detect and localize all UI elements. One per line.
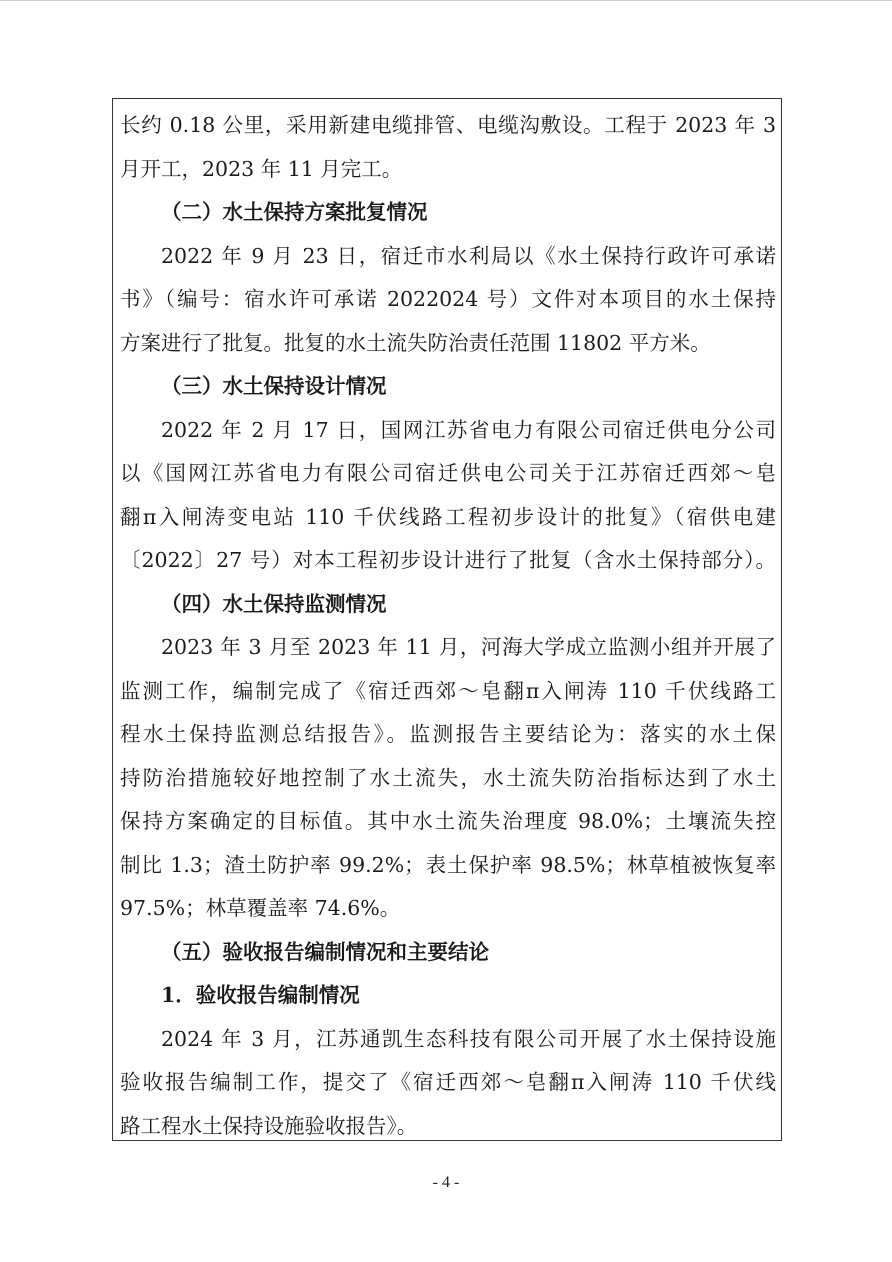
section-heading: （五）验收报告编制情况和主要结论	[161, 939, 489, 964]
paragraph-line: 以《国网江苏省电力有限公司宿迁供电公司关于江苏宿迁西郊～皂	[120, 461, 776, 485]
page-number: - 4 -	[432, 1174, 460, 1191]
document-body	[120, 104, 776, 1148]
paragraph-line: 翻π入闸涛变电站 110 千伏线路工程初步设计的批复》（宿供电建	[120, 504, 776, 529]
section-heading: （四）水土保持监测情况	[161, 591, 387, 616]
paragraph-line: 〔2022〕27 号）对本工程初步设计进行了批复（含水土保持部分）。	[120, 548, 776, 572]
paragraph-line: 2023 年 3 月至 2023 年 11 月，河海大学成立监测小组并开展了	[161, 635, 776, 659]
section-heading: （三）水土保持设计情况	[161, 374, 387, 398]
subsection-heading: 1．验收报告编制情况	[161, 983, 360, 1007]
paragraph-line: 2022 年 2 月 17 日，国网江苏省电力有限公司宿迁供电分公司	[161, 417, 776, 442]
paragraph-line: 2022 年 9 月 23 日，宿迁市水利局以《水土保持行政许可承诺	[161, 243, 776, 268]
paragraph-line: 监测工作，编制完成了《宿迁西郊～皂翻π入闸涛 110 千伏线路工	[120, 678, 776, 703]
paragraph-line: 制比 1.3；渣土防护率 99.2%；表土保护率 98.5%；林草植被恢复率	[120, 852, 776, 877]
paragraph-line: 2024 年 3 月，江苏通凯生态科技有限公司开展了水土保持设施	[161, 1026, 776, 1051]
paragraph-line: 持防治措施较好地控制了水土流失，水土流失防治指标达到了水土	[120, 765, 776, 790]
top-rule	[0, 0, 892, 1]
paragraph-line: 程水土保持监测总结报告》。监测报告主要结论为：落实的水土保	[120, 722, 776, 746]
paragraph-line: 书》（编号：宿水许可承诺 2022024 号）文件对本项目的水土保持	[120, 287, 776, 311]
paragraph-line: 路工程水土保持设施验收报告》。	[120, 1113, 418, 1138]
paragraph-line: 保持方案确定的目标值。其中水土流失治理度 98.0%；土壤流失控	[120, 809, 776, 833]
paragraph-line: 长约 0.18 公里，采用新建电缆排管、电缆沟敷设。工程于 2023 年 3	[120, 113, 776, 137]
paragraph-line: 97.5%；林草覆盖率 74.6%。	[120, 896, 401, 920]
paragraph-line: 验收报告编制工作，提交了《宿迁西郊～皂翻π入闸涛 110 千伏线	[120, 1070, 776, 1094]
paragraph-line: 方案进行了批复。批复的水土流失防治责任范围 11802 平方米。	[120, 330, 711, 355]
paragraph-line: 月开工，2023 年 11 月完工。	[120, 156, 403, 181]
section-heading: （二）水土保持方案批复情况	[161, 200, 428, 224]
